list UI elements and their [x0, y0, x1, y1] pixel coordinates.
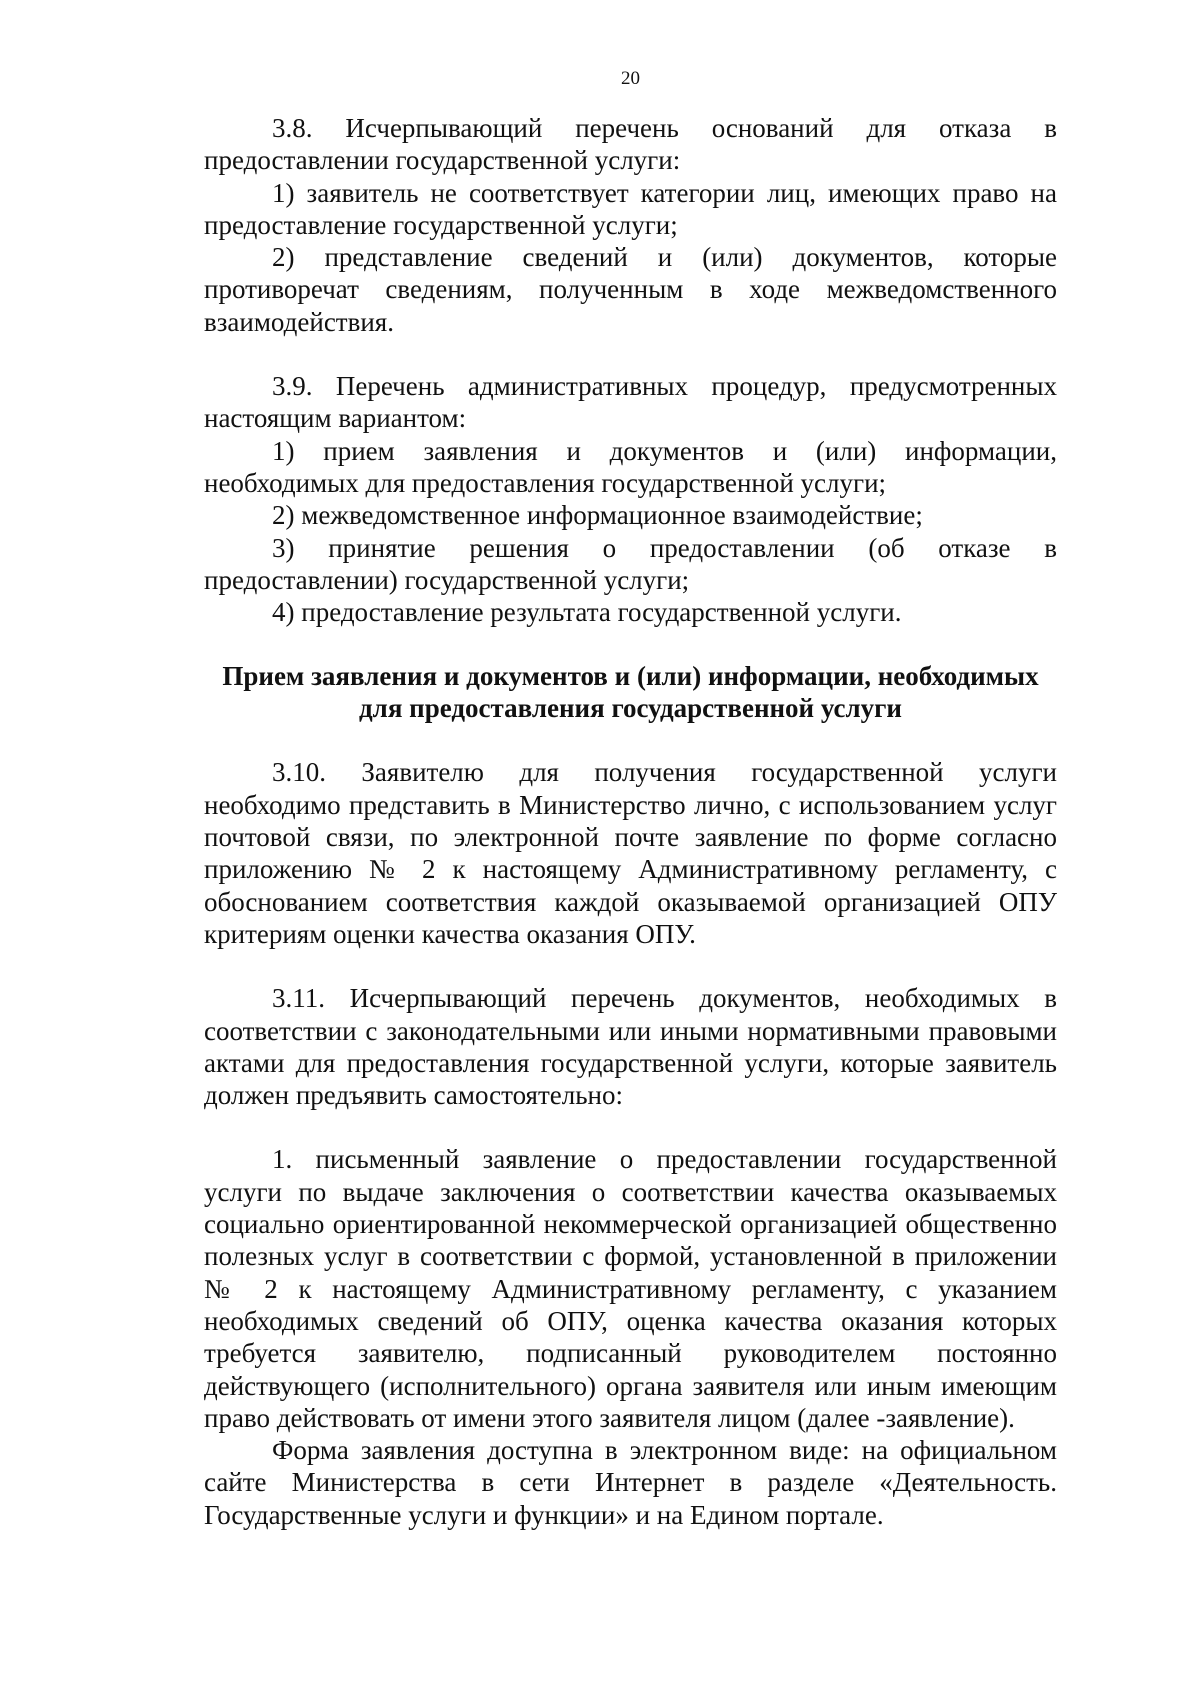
paragraph-gap	[204, 950, 1057, 982]
section-3-9-item-3: 3) принятие решения о предоставлении (об отказе в предоставлении) государственной услуги;	[204, 532, 1057, 595]
form-availability-note: Форма заявления доступна в электронном виде: на официальном сайте Министерства в сети Интернет в разделе «Деятельность. Государственные услуги и функции» и на Едином портале.	[204, 1435, 1057, 1530]
section-3-9-item-1: 1) прием заявления и документов и (или) информации, необходимых для предоставления государственной услуги;	[204, 435, 1057, 498]
section-3-9-item-2: 2) межведомственное информационное взаимодействие;	[272, 500, 923, 531]
document-list-item-1: 1. письменный заявление о предоставлении государственной услуги по выдаче заключения о соответствии качества оказываемых социально ориентированной некоммерческой организацией общественно полезных услуг в соответствии с формой, установленной в приложении № 2 к настоящему Административному регламенту, с указанием необходимых сведений об ОПУ, оценка качества оказания которых требуется заявителю, подписанный руководителем постоянно действующего (исполнительного) органа заявителя или иным имеющим право действовать от имени этого заявителя лицом (далее -заявление).	[204, 1144, 1057, 1433]
section-3-9-lead: 3.9. Перечень административных процедур, предусмотренных настоящим вариантом:	[204, 371, 1057, 434]
section-3-8-lead: 3.8. Исчерпывающий перечень оснований для отказа в предоставлении государственной услуги:	[204, 113, 1057, 176]
paragraph-gap	[204, 628, 1057, 660]
section-3-8-item-2: 2) представление сведений и (или) документов, которые противоречат сведениям, полученным в ходе межведомственного взаимодействия.	[204, 242, 1057, 337]
paragraph-gap	[204, 1111, 1057, 1143]
section-3-11: 3.11. Исчерпывающий перечень документов, необходимых в соответствии с законодательными или иными нормативными правовыми актами для предоставления государственной услуги, которые заявитель должен предъявить самостоятельно:	[204, 983, 1057, 1111]
page-number: 20	[621, 68, 640, 89]
section-3-10: 3.10. Заявителю для получения государственной услуги необходимо представить в Министерство лично, с использованием услуг почтовой связи, по электронной почте заявление по форме согласно приложению № 2 к настоящему Административному регламенту, с обоснованием соответствия каждой оказываемой организацией ОПУ критериям оценки качества оказания ОПУ.	[204, 757, 1057, 949]
section-3-8-item-1: 1) заявитель не соответствует категории лиц, имеющих право на предоставление государственной услуги;	[204, 177, 1057, 240]
section-heading-line-1: Прием заявления и документов и (или) информации, необходимых	[222, 661, 1039, 692]
paragraph-gap	[204, 724, 1057, 756]
paragraph-gap	[204, 338, 1057, 370]
section-3-9-item-4: 4) предоставление результата государственной услуги.	[272, 597, 902, 628]
section-heading-line-2: для предоставления государственной услуги	[359, 693, 902, 724]
